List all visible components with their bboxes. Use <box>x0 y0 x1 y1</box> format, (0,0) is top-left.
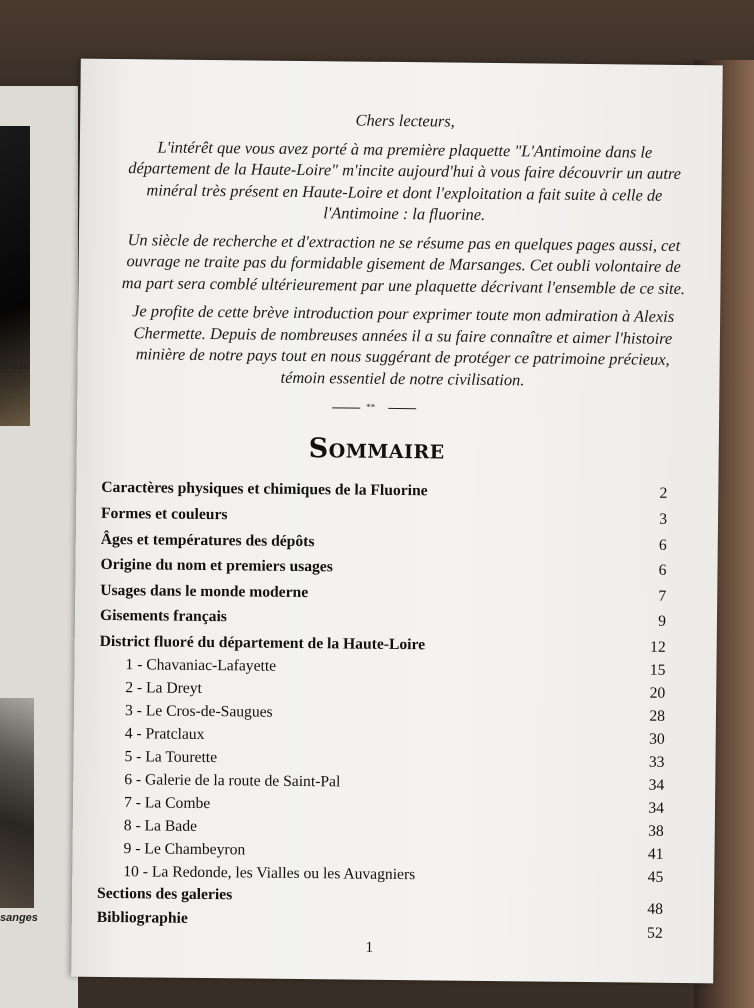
toc-entry-label: 6 - Galerie de la route de Saint-Pal <box>124 771 341 791</box>
toc-entry-page: 7 <box>658 587 667 605</box>
toc-entry <box>101 505 667 533</box>
toc-entry-label: Usages dans le monde moderne <box>100 581 309 602</box>
toc-entry <box>101 531 667 559</box>
left-page <box>0 86 78 1008</box>
toc-entry-page: 28 <box>649 707 666 725</box>
intro-greeting: Chers lecteurs, <box>355 110 455 131</box>
page-number: 1 <box>365 939 374 956</box>
toc-entry-label: Âges et températures des dépôts <box>100 530 315 551</box>
toc-entry-label: 8 - La Bade <box>123 817 198 835</box>
toc-entry-page: 30 <box>649 730 665 748</box>
toc-entry-label: 10 - La Redonde, les Vialles ou les Auvagniers <box>123 863 416 884</box>
toc-entry-label: Formes et couleurs <box>100 504 228 524</box>
toc-entry-page: 15 <box>649 661 666 679</box>
toc-entry-label: Origine du nom et premiers usages <box>100 555 333 576</box>
toc-entry-label: 3 - Le Cros-de-Saugues <box>124 702 273 721</box>
toc-entry-page: 33 <box>648 753 665 771</box>
toc-entry-page: 2 <box>659 484 668 502</box>
toc-entry-page: 6 <box>658 561 667 579</box>
toc-entry-label: District fluoré du département de la Haute-Loire <box>99 632 426 654</box>
toc-entry-page: 3 <box>659 510 668 528</box>
toc-entry-label: 1 - Chavaniac-Lafayette <box>125 656 277 675</box>
intro-paragraph: Un siècle de recherche et d'extraction ne se résume pas en quelques pages aussi, cet ouvrage ne traite pas du formidable gisement de Marsanges. Cet oubli volontaire de ma part sera comblé ultérieurement par une plaquette décrivant l'ensemble de ce site. <box>121 229 686 298</box>
toc-entry-page: 38 <box>648 822 664 840</box>
toc-entry-page: 20 <box>649 684 666 702</box>
booklet-page <box>71 59 723 984</box>
intro-paragraph: L'intérêt que vous avez porté à ma première plaquette "L'Antimoine dans le département de la Haute-Loire" m'incite aujourd'hui à vous faire découvrir un autre minéral très présent en Haute-Loire et dont l'exploitation a fait suite à celle de l'Antimoine : la fluorine. <box>128 136 682 224</box>
toc-entry <box>100 556 666 584</box>
intro-paragraph: Je profite de cette brève introduction pour exprimer toute mon admiration à Alexis Chermette. Depuis de nombreuses années il a su faire connaître et aimer l'histoire minière de notre pays tout en nous suggérant de protéger ce patrimoine précieux, témoin essentiel de notre civilisation. <box>132 301 675 389</box>
toc-entry-page: 6 <box>658 536 667 554</box>
toc-entry-page: 41 <box>647 845 664 863</box>
toc-entry-page: 45 <box>647 868 664 886</box>
left-photo-bottom <box>0 698 34 908</box>
left-photo-top <box>0 126 30 426</box>
toc-entry <box>100 607 666 635</box>
toc-entry-label: Gisements français <box>99 606 227 626</box>
toc-entry-label: 2 - La Dreyt <box>125 679 202 697</box>
toc-entry-label: 4 - Pratclaux <box>124 725 205 743</box>
separator-line <box>332 407 360 408</box>
toc-entry-page: 34 <box>648 776 665 794</box>
intro-text <box>117 107 690 399</box>
toc-entry-label: Caractères physiques et chimiques de la Fluorine <box>101 478 428 500</box>
toc-entry-label: 5 - La Tourette <box>124 748 218 767</box>
toc-entry-page: 34 <box>648 799 665 817</box>
toc-entry-label: 9 - Le Chambeyron <box>123 840 246 859</box>
toc-entry <box>100 582 666 610</box>
toc-entry-page: 48 <box>647 900 664 918</box>
toc-entry-page: 12 <box>650 638 666 656</box>
toc-entry-label: Bibliographie <box>96 908 188 927</box>
left-caption-top: rouze <box>0 360 30 372</box>
toc-entry-label: 7 - La Combe <box>123 794 211 813</box>
left-caption-bottom: sanges <box>0 912 38 924</box>
toc-entry-label: Sections des galeries <box>96 884 233 904</box>
separator <box>332 401 418 414</box>
separator-line <box>388 408 416 409</box>
toc-title: Sommaire <box>308 433 445 466</box>
toc-entry <box>101 479 667 507</box>
separator-stars: ** <box>366 401 376 412</box>
toc-entry-page: 9 <box>658 612 667 630</box>
toc-entry-page: 52 <box>647 924 663 942</box>
